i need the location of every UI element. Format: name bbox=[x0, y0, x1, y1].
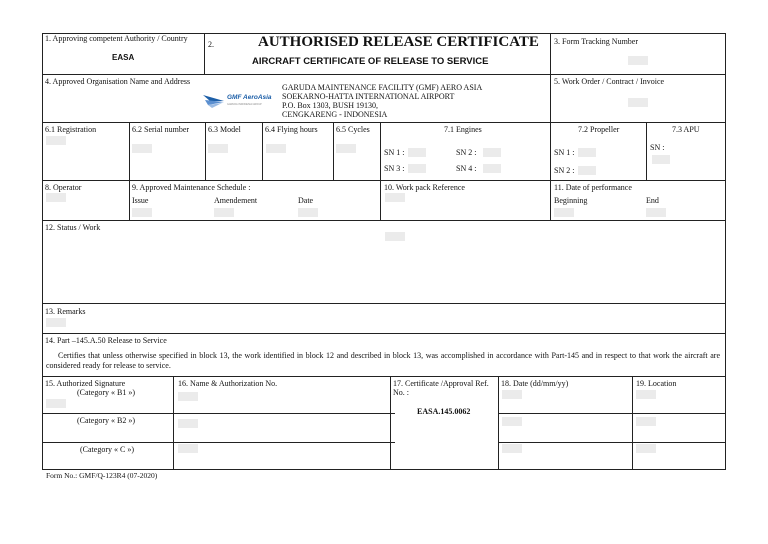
category-b1-label: (Category « B1 ») bbox=[77, 388, 135, 397]
engine-sn1-field[interactable] bbox=[408, 148, 426, 157]
propeller-sn2-label: SN 2 : bbox=[554, 166, 575, 175]
block2-number: 2. bbox=[208, 40, 214, 49]
rule-left bbox=[42, 33, 43, 470]
rule-62 bbox=[205, 122, 206, 181]
apu-sn-field[interactable] bbox=[652, 155, 670, 164]
rule-72 bbox=[646, 122, 647, 181]
date-label: 18. Date (dd/mm/yy) bbox=[501, 379, 569, 388]
location-c-field[interactable] bbox=[636, 444, 656, 453]
category-c-label: (Category « C ») bbox=[80, 445, 134, 454]
certificate-subtitle: AIRCRAFT CERTIFICATE OF RELEASE TO SERVICE bbox=[252, 56, 489, 67]
serial-number-label: 6.2 Serial number bbox=[132, 125, 190, 134]
rule-61 bbox=[129, 122, 130, 181]
rule-row2 bbox=[42, 122, 726, 123]
signature-b1-field[interactable] bbox=[46, 399, 66, 408]
approval-ref-label: 17. Certificate /Approval Ref. bbox=[393, 379, 489, 388]
engine-sn2-field[interactable] bbox=[483, 148, 501, 157]
rule-16 bbox=[390, 376, 391, 470]
registration-field[interactable] bbox=[46, 136, 66, 145]
rule-sig-b1-right bbox=[498, 413, 726, 414]
flying-hours-field[interactable] bbox=[266, 144, 286, 153]
issue-field[interactable] bbox=[132, 208, 152, 217]
rule-18 bbox=[632, 376, 633, 470]
block1-label: 1. Approving competent Authority / Country bbox=[45, 34, 188, 43]
rule-71 bbox=[550, 122, 551, 181]
approval-ref-no-label: No. : bbox=[393, 388, 409, 397]
end-date-field[interactable] bbox=[646, 208, 666, 217]
engine-sn4-field[interactable] bbox=[483, 164, 501, 173]
status-work-label: 12. Status / Work bbox=[45, 223, 101, 232]
block4-label: 4. Approved Organisation Name and Address bbox=[45, 77, 191, 86]
rule-row6 bbox=[42, 333, 726, 334]
rule-65 bbox=[380, 122, 381, 181]
rule-17 bbox=[498, 376, 499, 470]
part145-label: 14. Part –145.A.50 Release to Service bbox=[45, 336, 167, 345]
rule-10 bbox=[550, 180, 551, 221]
amendement-field[interactable] bbox=[214, 208, 234, 217]
date-c-field[interactable] bbox=[502, 444, 522, 453]
org-address-line3: P.O. Box 1303, BUSH 19130, bbox=[282, 101, 379, 110]
propeller-sn1-field[interactable] bbox=[578, 148, 596, 157]
cycles-field[interactable] bbox=[336, 144, 356, 153]
date-b1-field[interactable] bbox=[502, 390, 522, 399]
end-label: End bbox=[646, 196, 659, 205]
block5-label: 5. Work Order / Contract / Invoice bbox=[554, 77, 665, 86]
rule-row1 bbox=[42, 74, 726, 75]
org-address-line2: SOEKARNO-HATTA INTERNATIONAL AIRPORT bbox=[282, 92, 455, 101]
rule-b2-b3 bbox=[550, 33, 551, 75]
rule-8 bbox=[129, 180, 130, 221]
beginning-label: Beginning bbox=[554, 196, 588, 205]
rule-sig-b1 bbox=[42, 413, 395, 414]
gmf-wing-icon bbox=[202, 93, 226, 109]
rule-b1-b2 bbox=[204, 33, 205, 75]
rule-9 bbox=[380, 180, 381, 221]
rule-15 bbox=[173, 376, 174, 470]
gmf-logo-tagline: GARUDA INDONESIA GROUP bbox=[227, 103, 262, 106]
amendement-label: Amendement bbox=[214, 196, 258, 205]
apu-sn-label: SN : bbox=[650, 143, 665, 152]
gmf-logo bbox=[202, 92, 272, 110]
name-c-field[interactable] bbox=[178, 444, 198, 453]
engine-sn4-label: SN 4 : bbox=[456, 164, 477, 173]
org-address-line1: GARUDA MAINTENANCE FACILITY (GMF) AERO ASIA bbox=[282, 83, 483, 92]
date-b2-field[interactable] bbox=[502, 417, 522, 426]
rule-row3 bbox=[42, 180, 726, 181]
authorized-signature-label: 15. Authorized Signature bbox=[45, 379, 126, 388]
engine-sn2-label: SN 2 : bbox=[456, 148, 477, 157]
location-b1-field[interactable] bbox=[636, 390, 656, 399]
propeller-sn1-label: SN 1 : bbox=[554, 148, 575, 157]
location-b2-field[interactable] bbox=[636, 417, 656, 426]
rule-row4 bbox=[42, 220, 726, 221]
propeller-sn2-field[interactable] bbox=[578, 166, 596, 175]
beginning-date-field[interactable] bbox=[554, 208, 574, 217]
rule-row5 bbox=[42, 303, 726, 304]
gmf-logo-text: GMF AeroAsia bbox=[227, 94, 272, 101]
work-order-field[interactable] bbox=[628, 98, 648, 107]
remarks-field[interactable] bbox=[46, 318, 66, 327]
form-number-footer: Form No.: GMF/Q-123R4 (07-2020) bbox=[46, 471, 158, 480]
name-b1-field[interactable] bbox=[178, 392, 198, 401]
part145-certification-text: Certifies that unless otherwise specified in block 13, the work identified in block 12 and described in block 13, was accomplished in accordance with Part-145 and in respect to that work the aircraft are considered ready for release to service. bbox=[46, 351, 720, 370]
engine-sn1-label: SN 1 : bbox=[384, 148, 405, 157]
rule-sig-b2 bbox=[42, 442, 395, 443]
maintenance-schedule-label: 9. Approved Maintenance Schedule : bbox=[132, 183, 251, 192]
performance-date-label: 11. Date of performance bbox=[554, 183, 632, 192]
form-tracking-number-field[interactable] bbox=[628, 56, 648, 65]
operator-field[interactable] bbox=[46, 193, 66, 202]
authority-value: EASA bbox=[112, 53, 135, 62]
operator-label: 8. Operator bbox=[45, 183, 82, 192]
work-pack-field[interactable] bbox=[385, 193, 405, 202]
category-b2-label: (Category « B2 ») bbox=[77, 416, 135, 425]
engine-sn3-field[interactable] bbox=[408, 164, 426, 173]
work-pack-label: 10. Work pack Reference bbox=[384, 183, 465, 192]
block3-label: 3. Form Tracking Number bbox=[554, 37, 638, 46]
rule-sig-b2-right bbox=[498, 442, 726, 443]
certificate-title: AUTHORISED RELEASE CERTIFICATE bbox=[258, 34, 539, 50]
model-field[interactable] bbox=[208, 144, 228, 153]
issue-label: Issue bbox=[132, 196, 149, 205]
rule-b4-b5 bbox=[550, 74, 551, 123]
cycles-label: 6.5 Cycles bbox=[336, 125, 370, 134]
org-address-line4: CENGKARENG - INDONESIA bbox=[282, 110, 388, 119]
flying-hours-label: 6.4 Flying hours bbox=[265, 125, 318, 134]
rule-64 bbox=[333, 122, 334, 181]
remarks-label: 13. Remarks bbox=[45, 307, 86, 316]
name-b2-field[interactable] bbox=[178, 419, 198, 428]
approval-number-value: EASA.145.0062 bbox=[417, 407, 471, 416]
rule-63 bbox=[262, 122, 263, 181]
propeller-label: 7.2 Propeller bbox=[578, 125, 620, 134]
rule-bottom bbox=[42, 469, 726, 470]
schedule-date-label: Date bbox=[298, 196, 314, 205]
rule-right bbox=[725, 33, 726, 470]
apu-label: 7.3 APU bbox=[672, 125, 700, 134]
engine-sn3-label: SN 3 : bbox=[384, 164, 405, 173]
rule-row7 bbox=[42, 376, 726, 377]
model-label: 6.3 Model bbox=[208, 125, 241, 134]
engines-label: 7.1 Engines bbox=[444, 125, 482, 134]
name-authorization-label: 16. Name & Authorization No. bbox=[178, 379, 278, 388]
release-certificate-form bbox=[42, 33, 726, 470]
registration-label: 6.1 Registration bbox=[45, 125, 97, 134]
schedule-date-field[interactable] bbox=[298, 208, 318, 217]
serial-number-field[interactable] bbox=[132, 144, 152, 153]
location-label: 19. Location bbox=[636, 379, 677, 388]
status-work-field[interactable] bbox=[385, 232, 405, 241]
